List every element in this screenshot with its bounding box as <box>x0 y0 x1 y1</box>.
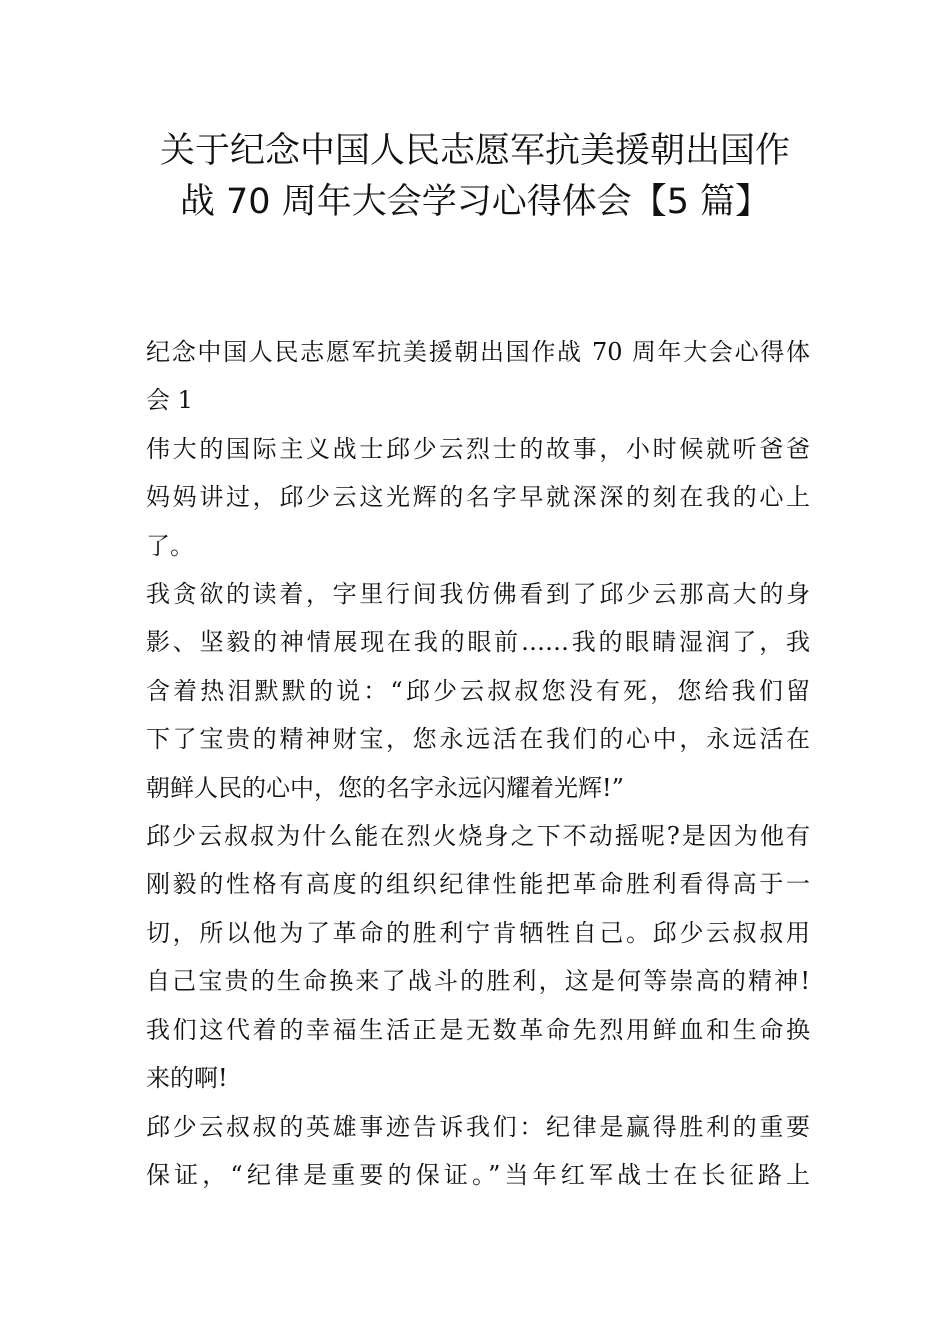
document-body <box>146 328 810 1199</box>
body-line: 邱少云叔叔的英雄事迹告诉我们：纪律是赢得胜利的重要 <box>146 1112 810 1141</box>
body-line: 邱少云叔叔为什么能在烈火烧身之下不动摇呢?是因为他有 <box>146 822 810 851</box>
body-line: 伟大的国际主义战士邱少云烈士的故事，小时候就听爸爸 <box>146 434 810 463</box>
body-line: 保证，“纪律是重要的保证。”当年红军战士在长征路上 <box>146 1160 810 1189</box>
body-line: 影、坚毅的神情展现在我的眼前……我的眼睛湿润了，我 <box>146 628 810 657</box>
body-line: 我们这代着的幸福生活正是无数革命先烈用鲜血和生命换 <box>146 1015 810 1044</box>
title-line-2: 战 70 周年大会学习心得体会【5 篇】 <box>179 182 771 222</box>
body-line: 刚毅的性格有高度的组织纪律性能把革命胜利看得高于一 <box>146 870 810 899</box>
document-title <box>90 126 860 228</box>
body-line: 下了宝贵的精神财宝，您永远活在我们的心中，永远活在 <box>146 725 810 754</box>
body-line: 切，所以他为了革命的胜利宁肯牺牲自己。邱少云叔叔用 <box>146 918 810 947</box>
body-line: 自己宝贵的生命换来了战斗的胜利，这是何等崇高的精神! <box>146 967 810 996</box>
body-line: 会 1 <box>146 386 193 415</box>
title-line-1: 关于纪念中国人民志愿军抗美援朝出国作 <box>159 131 790 171</box>
body-line: 妈妈讲过，邱少云这光辉的名字早就深深的刻在我的心上 <box>146 483 810 512</box>
body-line: 我贪欲的读着，字里行间我仿佛看到了邱少云那高大的身 <box>146 580 810 609</box>
body-line: 朝鲜人民的心中，您的名字永远闪耀着光辉!” <box>146 773 624 802</box>
body-line: 了。 <box>146 531 194 560</box>
body-line: 来的啊! <box>146 1064 228 1093</box>
body-line: 纪念中国人民志愿军抗美援朝出国作战 70 周年大会心得体 <box>146 338 810 366</box>
body-line: 含着热泪默默的说：“邱少云叔叔您没有死，您给我们留 <box>146 676 810 705</box>
